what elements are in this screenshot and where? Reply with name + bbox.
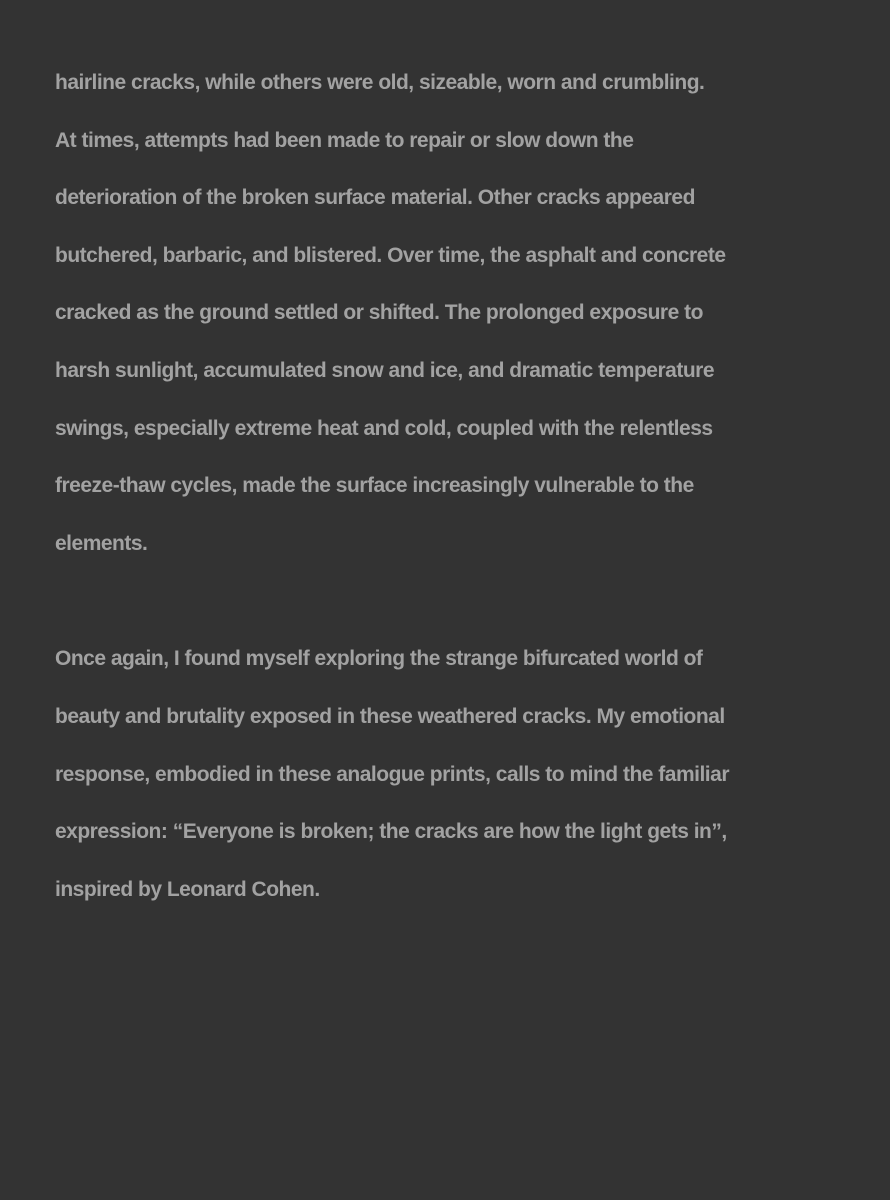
text-line: beauty and brutality exposed in these weathered cracks. My emotional xyxy=(55,704,725,728)
paragraph-weathering xyxy=(55,54,855,572)
text-line: elements. xyxy=(55,531,148,555)
article-body xyxy=(55,54,855,918)
text-line: inspired by Leonard Cohen. xyxy=(55,877,320,901)
text-line: cracked as the ground settled or shifted. The prolonged exposure to xyxy=(55,301,703,325)
text-line: At times, attempts had been made to repair or slow down the xyxy=(55,128,634,152)
text-line: Once again, I found myself exploring the strange bifurcated world of xyxy=(55,647,703,671)
paragraph-reflection xyxy=(55,630,855,918)
text-line: expression: “Everyone is broken; the cracks are how the light gets in”, xyxy=(55,820,727,844)
text-line: deterioration of the broken surface material. Other cracks appeared xyxy=(55,186,695,210)
text-line: hairline cracks, while others were old, sizeable, worn and crumbling. xyxy=(55,71,705,94)
text-line: butchered, barbaric, and blistered. Over time, the asphalt and concrete xyxy=(55,243,726,267)
text-line: swings, especially extreme heat and cold, coupled with the relentless xyxy=(55,416,713,440)
text-line: freeze-thaw cycles, made the surface increasingly vulnerable to the xyxy=(55,474,694,498)
text-line: harsh sunlight, accumulated snow and ice, and dramatic temperature xyxy=(55,358,715,382)
text-line: response, embodied in these analogue prints, calls to mind the familiar xyxy=(55,762,729,786)
